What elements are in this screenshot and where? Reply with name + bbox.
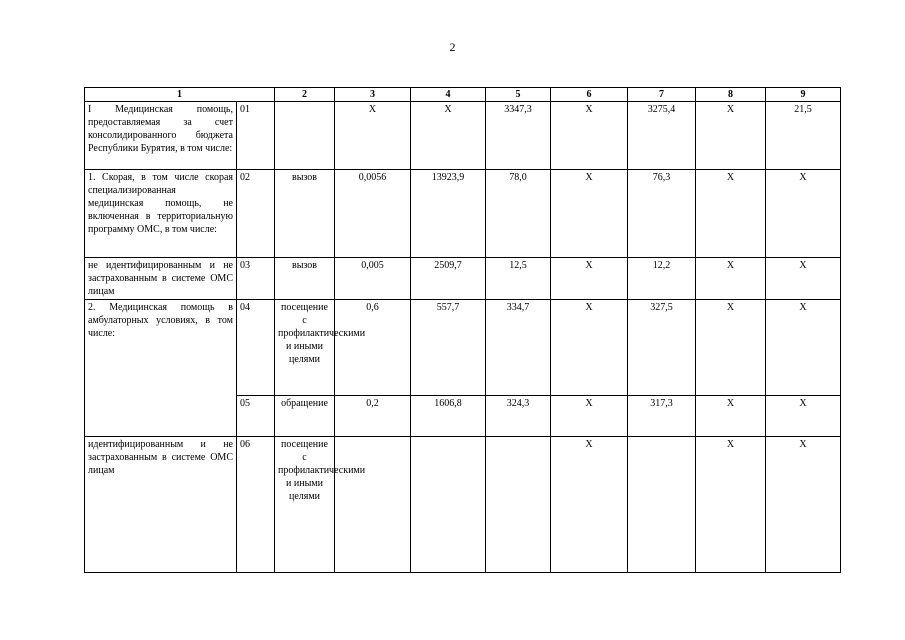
value-cell: 0,6 — [335, 300, 411, 396]
table-row — [85, 102, 841, 170]
value-cell: Х — [696, 396, 766, 437]
value-cell: Х — [766, 300, 841, 396]
value-cell: 12,2 — [628, 258, 696, 300]
table-row — [85, 258, 841, 300]
row-code-cell: 03 — [237, 258, 275, 300]
header-cell: 2 — [275, 88, 335, 102]
value-cell: 1606,8 — [411, 396, 486, 437]
row-unit-cell: посещение с профилактическими и иными целями — [275, 437, 335, 573]
value-cell: 78,0 — [486, 170, 551, 258]
row-unit-cell: вызов — [275, 258, 335, 300]
row-code-cell: 05 — [237, 396, 275, 437]
value-cell: 3347,3 — [486, 102, 551, 170]
value-cell — [335, 437, 411, 573]
row-unit-cell: обращение — [275, 396, 335, 437]
value-cell: 557,7 — [411, 300, 486, 396]
value-cell: 21,5 — [766, 102, 841, 170]
value-cell: Х — [551, 170, 628, 258]
row-name-cell: I Медицинская помощь, предоставляемая за счет консолидированного бюджета Республики Бурятия, в том числе: — [85, 102, 237, 170]
row-code-cell: 01 — [237, 102, 275, 170]
table-row — [85, 170, 841, 258]
value-cell: Х — [696, 170, 766, 258]
table-row — [85, 300, 841, 396]
header-cell: 5 — [486, 88, 551, 102]
value-cell: Х — [551, 437, 628, 573]
value-cell: Х — [551, 300, 628, 396]
value-cell: 0,005 — [335, 258, 411, 300]
value-cell — [486, 437, 551, 573]
header-row — [85, 88, 841, 102]
header-cell: 4 — [411, 88, 486, 102]
value-cell: Х — [411, 102, 486, 170]
header-cell: 3 — [335, 88, 411, 102]
header-cell: 9 — [766, 88, 841, 102]
value-cell: Х — [551, 258, 628, 300]
value-cell: Х — [766, 437, 841, 573]
value-cell: 327,5 — [628, 300, 696, 396]
value-cell: 334,7 — [486, 300, 551, 396]
value-cell: Х — [696, 258, 766, 300]
row-code-cell: 02 — [237, 170, 275, 258]
row-code-cell: 06 — [237, 437, 275, 573]
value-cell: Х — [696, 300, 766, 396]
value-cell: Х — [551, 102, 628, 170]
row-unit-cell: посещение с профилактическими и иными целями — [275, 300, 335, 396]
value-cell — [411, 437, 486, 573]
data-table — [84, 87, 841, 573]
header-cell: 7 — [628, 88, 696, 102]
value-cell — [628, 437, 696, 573]
value-cell: 76,3 — [628, 170, 696, 258]
value-cell: 2509,7 — [411, 258, 486, 300]
value-cell: Х — [696, 437, 766, 573]
value-cell: 0,2 — [335, 396, 411, 437]
header-cell: 1 — [85, 88, 275, 102]
row-name-cell: 1. Скорая, в том числе скорая специализированная медицинская помощь, не включенная в территориальную программу ОМС, в том числе: — [85, 170, 237, 258]
row-code-cell: 04 — [237, 300, 275, 396]
row-unit-cell — [275, 102, 335, 170]
value-cell: 317,3 — [628, 396, 696, 437]
value-cell: 0,0056 — [335, 170, 411, 258]
table-row — [85, 437, 841, 573]
value-cell: Х — [766, 258, 841, 300]
row-name-cell: идентифицированным и не застрахованным в системе ОМС лицам — [85, 437, 237, 573]
header-cell: 8 — [696, 88, 766, 102]
value-cell: Х — [551, 396, 628, 437]
value-cell: 12,5 — [486, 258, 551, 300]
value-cell: Х — [335, 102, 411, 170]
value-cell: Х — [766, 170, 841, 258]
row-unit-cell: вызов — [275, 170, 335, 258]
header-cell: 6 — [551, 88, 628, 102]
value-cell: 13923,9 — [411, 170, 486, 258]
value-cell: 3275,4 — [628, 102, 696, 170]
value-cell: Х — [766, 396, 841, 437]
value-cell: Х — [696, 102, 766, 170]
page-number: 2 — [449, 40, 456, 54]
value-cell: 324,3 — [486, 396, 551, 437]
row-name-cell: 2. Медицинская помощь в амбулаторных условиях, в том числе: — [85, 300, 237, 437]
row-name-cell: не идентифицированным и не застрахованным в системе ОМС лицам — [85, 258, 237, 300]
